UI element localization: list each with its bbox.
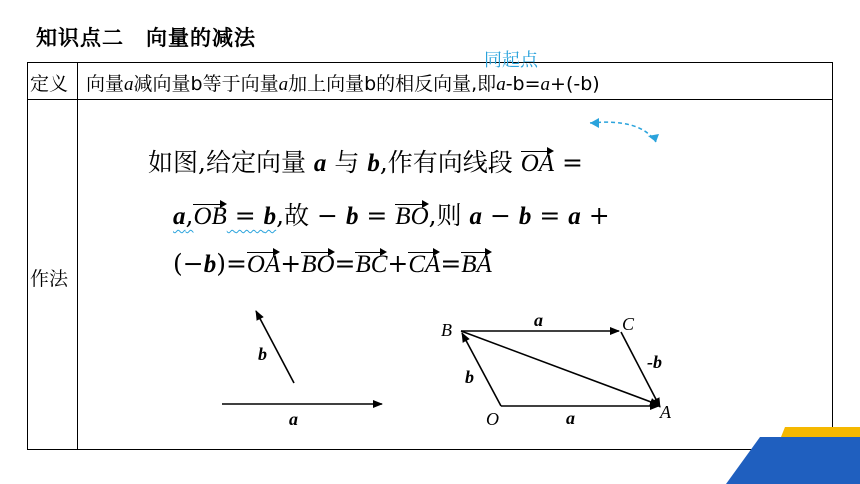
vector-b-label: b bbox=[258, 344, 267, 364]
point-O-label: O bbox=[486, 409, 499, 429]
section-heading: 知识点二 向量的减法 bbox=[36, 26, 256, 50]
vector-OA: OA bbox=[520, 150, 555, 177]
vector-a-label: a bbox=[289, 409, 298, 429]
method-label: 作法 bbox=[30, 268, 69, 290]
vector-BO: BO bbox=[395, 203, 429, 230]
edge-CA-label: -b bbox=[647, 352, 662, 372]
edge-OA-label: a bbox=[566, 408, 575, 428]
method-line-3: (−b)=OA+BO=BC+CA=BA bbox=[173, 249, 492, 278]
edge-OB-label: b bbox=[465, 367, 474, 387]
point-A-label: A bbox=[660, 402, 671, 422]
vector-OA-2: OA bbox=[246, 251, 281, 278]
method-line-1: 如图,给定向量 a 与 b,作有向线段 OA = bbox=[148, 148, 583, 177]
definition-text: 向量a减向量b等于向量a加上向量b的相反向量,即a-b=a+(-b) bbox=[86, 73, 600, 95]
same-origin-note: 同起点 bbox=[484, 50, 538, 71]
point-B-label: B bbox=[441, 320, 452, 340]
vector-BO-2: BO bbox=[301, 251, 335, 278]
point-C-label: C bbox=[622, 314, 635, 334]
vector-CA: CA bbox=[408, 251, 441, 278]
vector-OB: OB bbox=[193, 203, 227, 230]
method-line-2: a,OB = b,故 − b = BO,则 a − b = a + bbox=[173, 201, 610, 230]
definition-label: 定义 bbox=[30, 73, 69, 95]
edge-BC-label: a bbox=[534, 310, 543, 330]
vector-BC: BC bbox=[355, 251, 388, 278]
vector-BA: BA bbox=[461, 251, 492, 278]
